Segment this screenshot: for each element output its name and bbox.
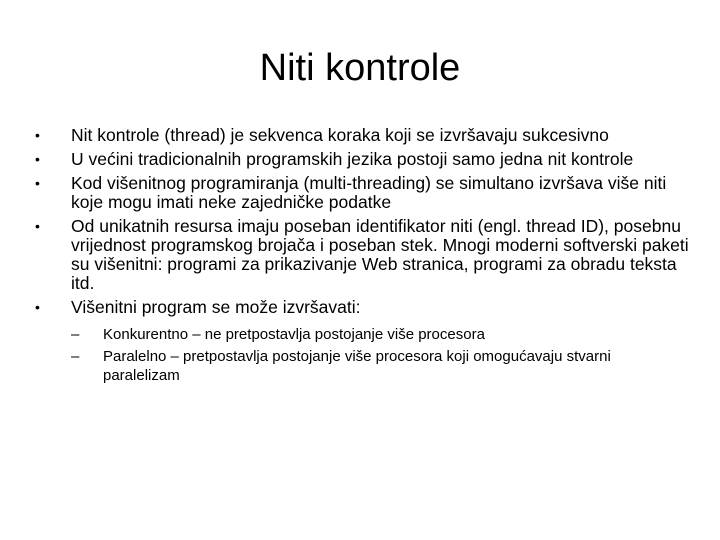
bullet-text: Od unikatnih resursa imaju poseban identifikator niti (engl. thread ID), posebnu vrijednost programskog brojača i poseban stek. Mnogi moderni softverski paketi su višenitni: programi za prikazivanje Web stranica, programi za obradu teksta itd. [71, 216, 689, 293]
slide-title: Niti kontrole [259, 47, 461, 89]
dash-icon: – [71, 326, 80, 343]
bullet-item [35, 298, 690, 385]
bullet-item [35, 126, 690, 145]
bullet-dot-icon: • [35, 175, 40, 191]
sub-bullet-text: Paralelno – pretpostavlja postojanje više procesora koji omogućavaju stvarni paralelizam [103, 348, 611, 384]
bullet-text: Višenitni program se može izvršavati: [71, 297, 361, 317]
sub-bullet-list [71, 325, 690, 385]
sub-bullet-item [71, 347, 690, 385]
bullet-list [35, 126, 690, 390]
bullet-dot-icon: • [35, 127, 40, 143]
bullet-dot-icon: • [35, 218, 40, 234]
bullet-dot-icon: • [35, 151, 40, 167]
bullet-text: U većini tradicionalnih programskih jezika postoji samo jedna nit kontrole [71, 149, 634, 169]
bullet-item [35, 174, 690, 212]
bullet-text: Nit kontrole (thread) je sekvenca koraka koji se izvršavaju sukcesivno [71, 125, 609, 145]
bullet-item [35, 150, 690, 169]
sub-bullet-text: Konkurentno – ne pretpostavlja postojanje više procesora [103, 326, 485, 343]
bullet-dot-icon: • [35, 299, 40, 315]
bullet-item [35, 217, 690, 293]
dash-icon: – [71, 348, 80, 365]
bullet-text: Kod višenitnog programiranja (multi-threading) se simultano izvršava više niti koje mogu imati neke zajedničke podatke [71, 173, 667, 212]
sub-bullet-item [71, 325, 690, 344]
